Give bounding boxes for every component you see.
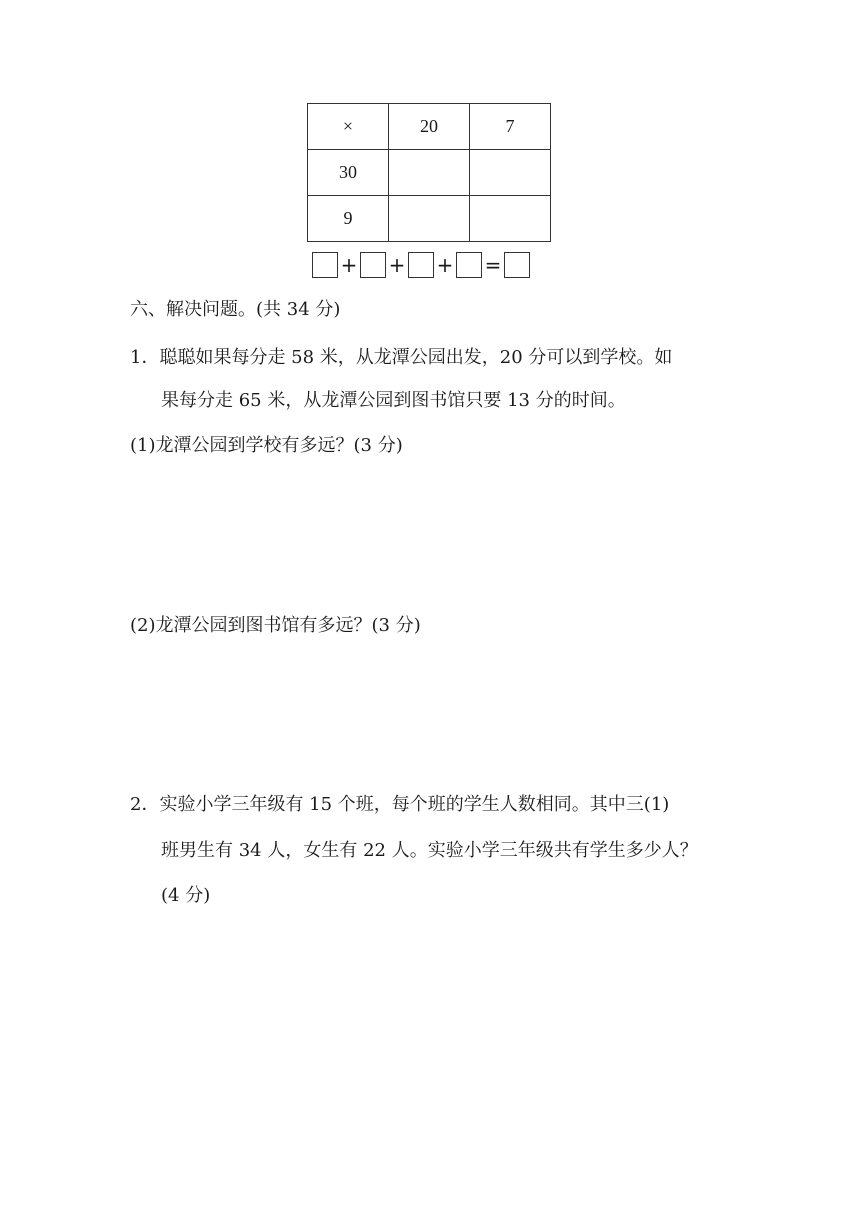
table-cell-header: 20 <box>389 104 470 150</box>
question-1-part-2: (2)龙潭公园到图书馆有多远？(3 分) <box>130 615 421 636</box>
table-header-row <box>308 104 551 150</box>
table-cell-answer[interactable] <box>470 150 551 196</box>
section-title: 六、解决问题。(共 34 分) <box>130 299 341 320</box>
question-2-line-1: 2．实验小学三年级有 15 个班，每个班的学生人数相同。其中三(1) <box>130 794 670 815</box>
question-2-line-2: 班男生有 34 人，女生有 22 人。实验小学三年级共有学生多少人？ <box>161 840 698 861</box>
table-cell-answer[interactable] <box>389 196 470 242</box>
table-cell-answer[interactable] <box>470 196 551 242</box>
answer-box[interactable] <box>456 252 482 278</box>
answer-box[interactable] <box>312 252 338 278</box>
table-cell-row-header: 9 <box>308 196 389 242</box>
multiplication-grid-table <box>307 103 551 242</box>
table-cell-answer[interactable] <box>389 150 470 196</box>
table-cell-header: 7 <box>470 104 551 150</box>
table-row <box>308 196 551 242</box>
question-2-line-3: (4 分) <box>161 885 211 906</box>
plus-sign: + <box>388 253 406 277</box>
plus-sign: + <box>340 253 358 277</box>
sum-equation <box>312 250 530 280</box>
plus-sign: + <box>436 253 454 277</box>
question-1-line-2: 果每分走 65 米，从龙潭公园到图书馆只要 13 分的时间。 <box>161 390 626 411</box>
table-row <box>308 150 551 196</box>
answer-box[interactable] <box>408 252 434 278</box>
answer-box[interactable] <box>360 252 386 278</box>
table-cell-operator: × <box>308 104 389 150</box>
question-1-line-1: 1．聪聪如果每分走 58 米，从龙潭公园出发，20 分可以到学校。如 <box>130 347 673 368</box>
answer-box[interactable] <box>504 252 530 278</box>
equals-sign: = <box>484 253 502 277</box>
question-1-part-1: (1)龙潭公园到学校有多远？(3 分) <box>130 435 403 456</box>
table-cell-row-header: 30 <box>308 150 389 196</box>
